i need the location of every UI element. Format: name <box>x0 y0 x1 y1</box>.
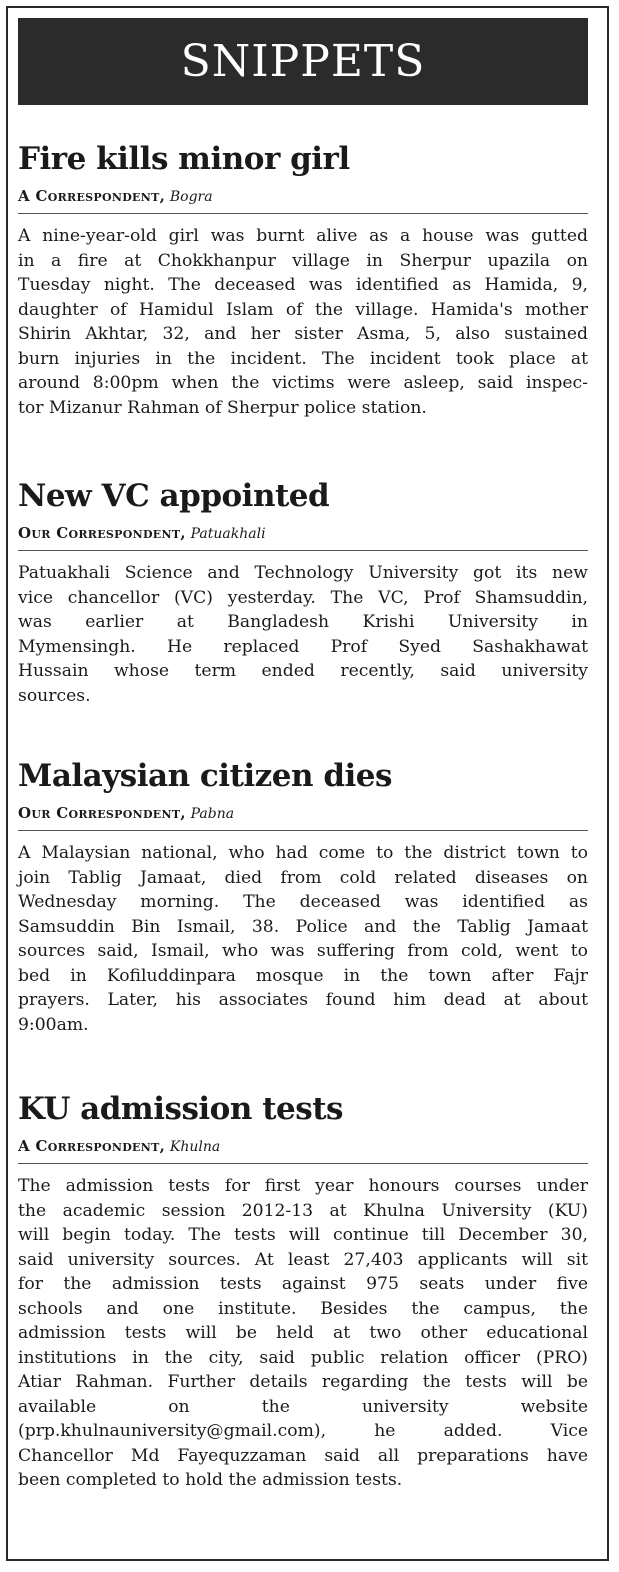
body-line: around 8:00pm when the victims were asleep, said inspec- <box>18 373 588 393</box>
byline-role: Our Correspondent, <box>18 524 186 542</box>
body-line: will begin today. The tests will continue till December 30, <box>18 1225 588 1245</box>
story-body <box>18 224 588 420</box>
body-line: Shirin Akhtar, 32, and her sister Asma, 5, also sustained <box>18 324 588 344</box>
body-line: vice chancellor (VC) yesterday. The VC, Prof Shamsuddin, <box>18 587 588 608</box>
byline-place: Bogra <box>169 189 213 205</box>
story-headline: Malaysian citizen dies <box>18 758 392 794</box>
story-body <box>18 841 588 1037</box>
story-malaysian <box>18 757 588 1037</box>
body-line: Patuakhali Science and Technology University got its new <box>18 563 588 583</box>
body-line: was earlier at Bangladesh Krishi University in <box>18 612 588 632</box>
story-headline: New VC appointed <box>18 478 330 514</box>
byline-role: A Correspondent, <box>18 187 166 205</box>
story-headline: Fire kills minor girl <box>18 141 350 177</box>
byline-place: Patuakhali <box>190 526 266 542</box>
body-line: said university sources. At least 27,403 applicants will sit <box>18 1249 588 1270</box>
body-line: Tuesday night. The deceased was identified as Hamida, 9, <box>18 275 588 295</box>
story-byline <box>18 186 588 214</box>
story-ku <box>18 1090 588 1493</box>
story-body <box>18 561 588 708</box>
story-byline <box>18 1136 588 1164</box>
body-line: tor Mizanur Rahman of Sherpur police station. <box>18 397 427 418</box>
byline-role: A Correspondent, <box>18 1137 166 1155</box>
body-line: admission tests will be held at two other educational <box>18 1323 588 1343</box>
body-line: bed in Kofiluddinpara mosque in the town after Fajr <box>18 965 588 986</box>
byline-place: Pabna <box>190 806 235 822</box>
body-line: sources said, Ismail, who was suffering from cold, went to <box>18 941 588 961</box>
body-line: 9:00am. <box>18 1014 89 1035</box>
body-line: burn injuries in the incident. The incident took place at <box>18 348 588 369</box>
story-body <box>18 1174 588 1493</box>
body-line: Atiar Rahman. Further details regarding the tests will be <box>18 1372 588 1392</box>
story-vc <box>18 477 588 708</box>
body-line: Hussain whose term ended recently, said university <box>18 661 588 681</box>
body-line: daughter of Hamidul Islam of the village. Hamida's mother <box>18 299 588 320</box>
body-line: for the admission tests against 975 seats under five <box>18 1274 588 1294</box>
body-line: the academic session 2012-13 at Khulna University (KU) <box>18 1200 588 1221</box>
banner-title: SNIPPETS <box>180 36 426 87</box>
body-line: institutions in the city, said public relation officer (PRO) <box>18 1347 588 1368</box>
body-line: Mymensingh. He replaced Prof Syed Sashakhawat <box>18 636 588 657</box>
body-line: Wednesday morning. The deceased was identified as <box>18 892 588 912</box>
story-byline <box>18 803 588 831</box>
body-line: schools and one institute. Besides the campus, the <box>18 1298 588 1319</box>
section-banner <box>18 18 588 105</box>
body-line: join Tablig Jamaat, died from cold related diseases on <box>18 867 588 888</box>
body-line: The admission tests for first year honours courses under <box>18 1176 588 1196</box>
story-fire <box>18 140 588 420</box>
byline-place: Khulna <box>169 1139 221 1155</box>
body-line: Samsuddin Bin Ismail, 38. Police and the Tablig Jamaat <box>18 916 588 937</box>
body-line: in a fire at Chokkhanpur village in Sherpur upazila on <box>18 250 588 271</box>
body-line: sources. <box>18 685 91 706</box>
story-byline <box>18 523 588 551</box>
body-line: A nine-year-old girl was burnt alive as a house was gutted <box>18 226 588 246</box>
story-headline: KU admission tests <box>18 1091 343 1127</box>
body-line: been completed to hold the admission tests. <box>18 1470 403 1490</box>
body-line: A Malaysian national, who had come to the district town to <box>18 843 588 863</box>
byline-role: Our Correspondent, <box>18 804 186 822</box>
body-line: (prp.khulnauniversity@gmail.com), he added. Vice <box>18 1421 588 1441</box>
body-line: prayers. Later, his associates found him dead at about <box>18 990 588 1010</box>
body-line: available on the university website <box>18 1396 588 1417</box>
body-line: Chancellor Md Fayequzzaman said all preparations have <box>18 1445 588 1466</box>
